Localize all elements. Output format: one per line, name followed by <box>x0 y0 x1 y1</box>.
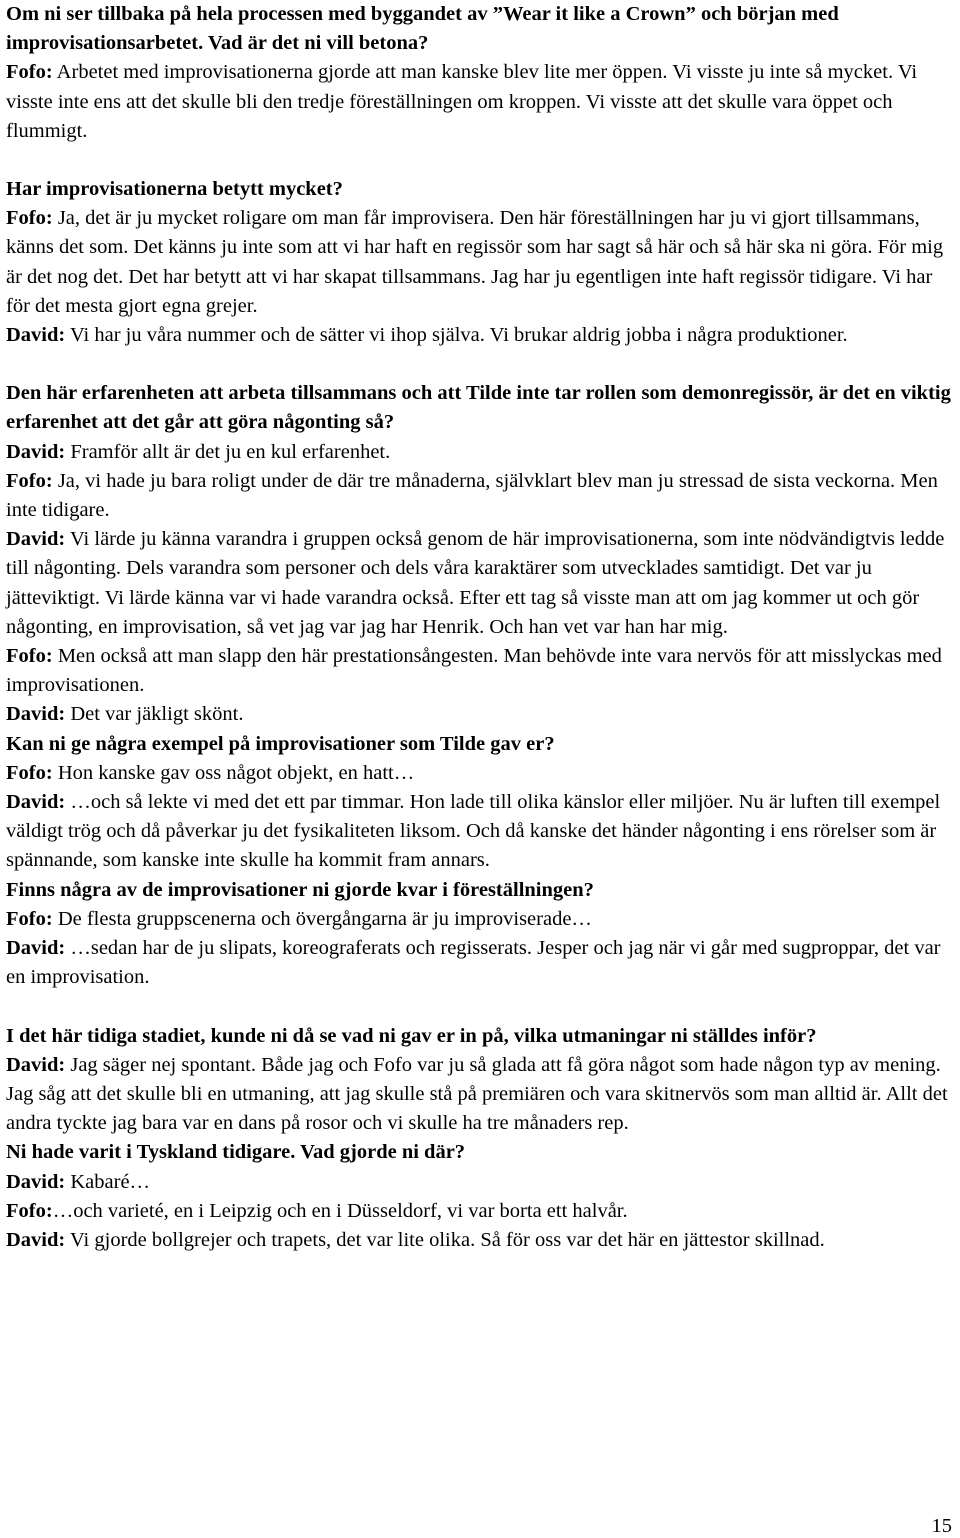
paragraph-gap <box>6 146 956 175</box>
answer <box>6 438 956 467</box>
question: Har improvisationerna betytt mycket? <box>6 178 343 201</box>
paragraph-gap <box>6 350 956 379</box>
question: Finns några av de improvisationer ni gjorde kvar i föreställningen? <box>6 878 594 901</box>
question: I det här tidiga stadiet, kunde ni då se vad ni gav er in på, vilka utmaningar ni ställdes inför? <box>6 1024 817 1047</box>
page-number: 15 <box>931 1515 952 1537</box>
speaker-label: Fofo: <box>6 645 53 668</box>
speaker-label: Fofo: <box>6 61 53 84</box>
answer-text: De flesta gruppscenerna och övergångarna är ju improviserade… <box>52 907 592 930</box>
answer <box>6 1226 956 1255</box>
answer <box>6 321 956 350</box>
answer <box>6 1168 956 1197</box>
answer <box>6 58 956 146</box>
answer <box>6 905 956 934</box>
answer-text: Det var jäkligt skönt. <box>65 703 244 726</box>
answer-text: …och så lekte vi med det ett par timmar. Hon lade till olika känslor eller miljöer. Nu är luften till exempel väldigt trög och då påverkar ju det fysikaliteten liksom. Och då kanske det händer någonting i ens rörelser som är spännande, som kanske inte skulle ha kommit fram annars. <box>6 791 941 872</box>
answer-text: Ja, det är ju mycket roligare om man får improvisera. Den här föreställningen har ju vi gjort tillsammans, känns det som. Det känns ju inte som att vi har haft en regissör som har sagt så här och så här ska ni göra. För mig är det nog det. Det har betytt att vi har skapat tillsammans. Jag har ju egentligen inte haft regissör tidigare. Vi har för det mesta gjort egna grejer. <box>6 207 944 317</box>
answer <box>6 642 956 700</box>
speaker-label: David: <box>6 324 66 347</box>
answer <box>6 525 956 642</box>
speaker-label: David: <box>6 1228 66 1251</box>
answer <box>6 1197 956 1226</box>
speaker-label: Fofo: <box>6 1199 53 1222</box>
answer <box>6 1051 956 1139</box>
answer-text: Vi gjorde bollgrejer och trapets, det var lite olika. Så för oss var det här en jättestor skillnad. <box>65 1228 825 1251</box>
answer <box>6 700 956 729</box>
answer-text: Framför allt är det ju en kul erfarenhet. <box>65 440 391 463</box>
question: Om ni ser tillbaka på hela processen med byggandet av ”Wear it like a Crown” och början med improvisationsarbetet. Vad är det ni vill betona? <box>6 3 839 55</box>
answer <box>6 759 956 788</box>
speaker-label: David: <box>6 703 66 726</box>
question: Ni hade varit i Tyskland tidigare. Vad gjorde ni där? <box>6 1141 466 1164</box>
speaker-label: David: <box>6 440 66 463</box>
speaker-label: David: <box>6 791 66 814</box>
speaker-label: Fofo: <box>6 907 53 930</box>
speaker-label: Fofo: <box>6 469 53 492</box>
answer <box>6 204 956 321</box>
speaker-label: David: <box>6 1170 66 1193</box>
answer-text: Ja, vi hade ju bara roligt under de där tre månaderna, självklart blev man ju stressad de sista veckorna. Men inte tidigare. <box>6 469 938 522</box>
answer-text: …sedan har de ju slipats, koreograferats och regisserats. Jesper och jag när vi går med sugproppar, det var en improvisation. <box>6 937 941 989</box>
answer-text: Jag säger nej spontant. Både jag och Fofo var ju så glada att få göra något som hade någon typ av mening. Jag såg att det skulle bli en utmaning, att jag skulle stå på premiären och vara skitnervös som man alltid är. Allt det andra tyckte jag bara var en dans på rosor och vi skulle ha tre månaders rep. <box>6 1053 948 1135</box>
speaker-label: Fofo: <box>6 761 53 784</box>
question: Den här erfarenheten att arbeta tillsammans och att Tilde inte tar rollen som demonregissör, är det en viktig erfarenhet att det går att göra någonting så? <box>6 382 951 434</box>
speaker-label: Fofo: <box>6 207 53 230</box>
answer-text: Vi har ju våra nummer och de sätter vi ihop själva. Vi brukar aldrig jobba i några produktioner. <box>65 324 848 347</box>
document-body <box>6 0 956 1255</box>
answer <box>6 467 956 525</box>
question: Kan ni ge några exempel på improvisationer som Tilde gav er? <box>6 732 555 755</box>
answer-text: Kabaré… <box>65 1170 151 1193</box>
answer <box>6 934 956 992</box>
answer-text: Hon kanske gav oss något objekt, en hatt… <box>52 761 415 784</box>
speaker-label: David: <box>6 1053 66 1076</box>
answer <box>6 788 956 876</box>
answer-text: Arbetet med improvisationerna gjorde att man kanske blev lite mer öppen. Vi visste ju inte så mycket. Vi visste inte ens att det skulle bli den tredje föreställningen om kroppen. Vi visste att det skulle vara öppet och flummigt. <box>6 61 918 142</box>
paragraph-gap <box>6 993 956 1022</box>
answer-text: …och varieté, en i Leipzig och en i Düsseldorf, vi var borta ett halvår. <box>52 1199 628 1222</box>
speaker-label: David: <box>6 528 66 551</box>
answer-text: Vi lärde ju känna varandra i gruppen också genom de här improvisationerna, som inte nödvändigtvis ledde till någonting. Dels varandra som personer och dels våra karaktärer som utvecklades samtidigt. Det var ju jätteviktigt. Vi lärde känna var vi hade varandra också. Efter ett tag så visste man att om jag kommer ut och gör någonting, en improvisation, så vet jag var jag har Henrik. Och han vet var han har mig. <box>6 528 945 638</box>
speaker-label: David: <box>6 937 66 960</box>
answer-text: Men också att man slapp den här prestationsångesten. Man behövde inte vara nervös för att misslyckas med improvisationen. <box>6 645 942 697</box>
